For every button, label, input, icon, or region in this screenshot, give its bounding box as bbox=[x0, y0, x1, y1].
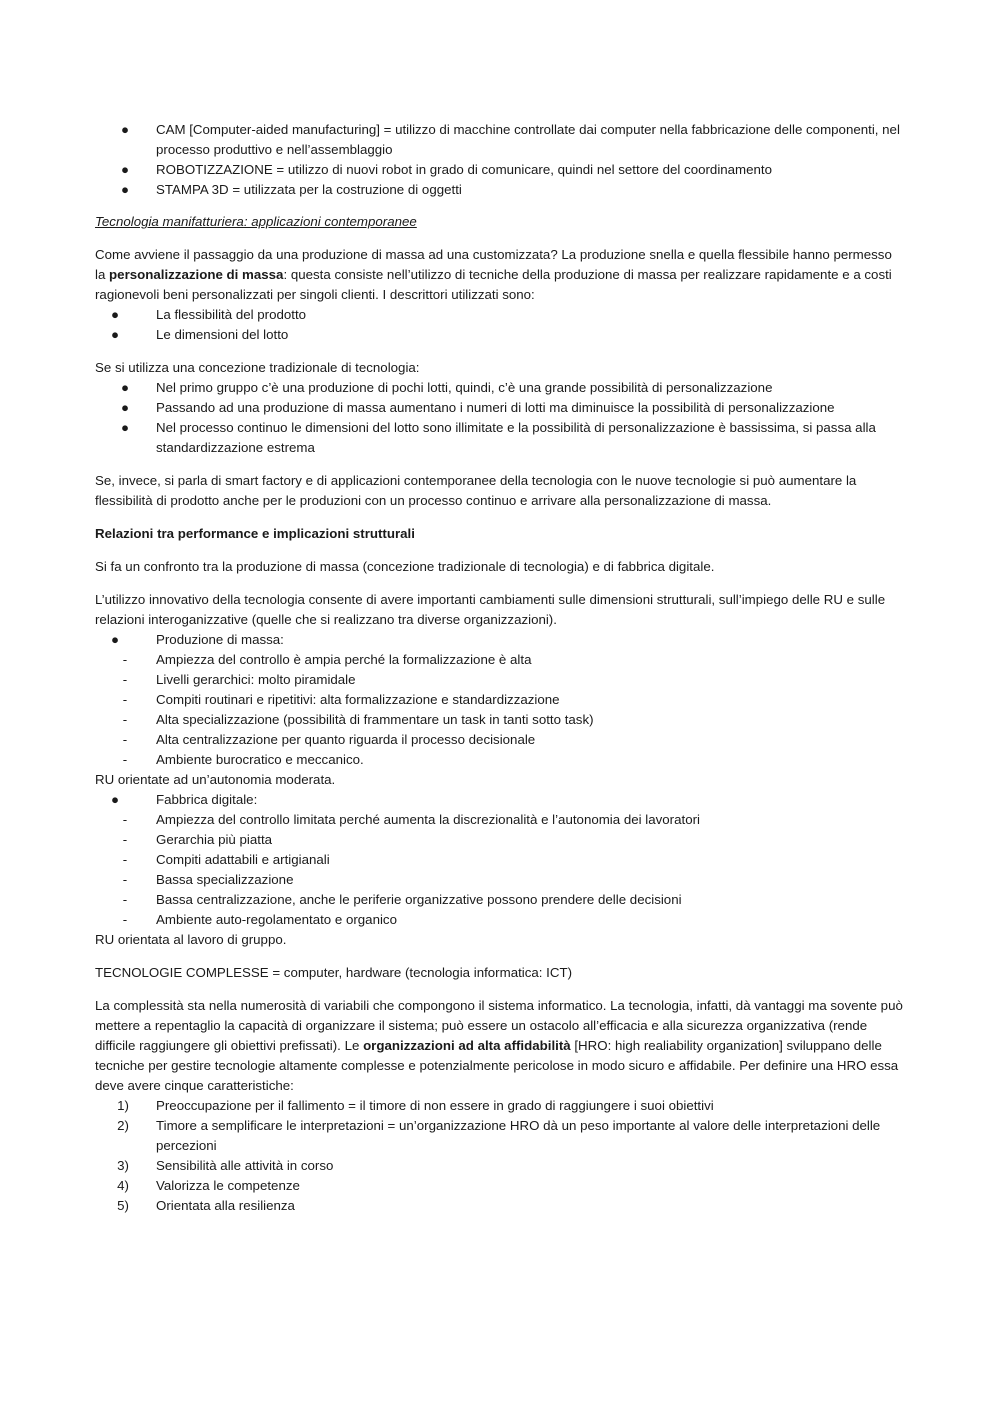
dash-icon: - bbox=[122, 872, 128, 887]
section-heading: Tecnologia manifatturiera: applicazioni contemporanee bbox=[95, 214, 417, 229]
bullet-icon: ● bbox=[110, 327, 120, 342]
list-item: - Bassa centralizzazione, anche le periferie organizzative possono prendere delle decisioni bbox=[95, 890, 905, 910]
list-item: ● Passando ad una produzione di massa aumentano i numeri di lotti ma diminuisce la possibilità di personalizzazione bbox=[95, 398, 905, 418]
list-item: ● CAM [Computer-aided manufacturing] = utilizzo di macchine controllate dai computer nella fabbricazione delle componenti, nel processo produttivo e nell’assemblaggio bbox=[95, 120, 905, 160]
bullet-icon: ● bbox=[120, 400, 130, 415]
list-item: - Ambiente burocratico e meccanico. bbox=[95, 750, 905, 770]
list-item: - Livelli gerarchici: molto piramidale bbox=[95, 670, 905, 690]
list-item: 1) Preoccupazione per il fallimento = il timore di non essere in grado di raggiungere i suoi obiettivi bbox=[95, 1096, 905, 1116]
list-item: ● Nel primo gruppo c’è una produzione di pochi lotti, quindi, c’è una grande possibilità di personalizzazione bbox=[95, 378, 905, 398]
list-item: - Alta centralizzazione per quanto riguarda il processo decisionale bbox=[95, 730, 905, 750]
list-item: - Ambiente auto-regolamentato e organico bbox=[95, 910, 905, 930]
list-item: 3) Sensibilità alle attività in corso bbox=[95, 1156, 905, 1176]
list-item: 5) Orientata alla resilienza bbox=[95, 1196, 905, 1216]
bullet-icon: ● bbox=[110, 307, 120, 322]
paragraph: Se, invece, si parla di smart factory e di applicazioni contemporanee della tecnologia con le nuove tecnologie si può aumentare la flessibilità di prodotto anche per le produzioni con un processo continuo e arrivare alla personalizzazione di massa. bbox=[95, 473, 857, 508]
dash-icon: - bbox=[122, 732, 128, 747]
bullet-icon: ● bbox=[120, 420, 130, 435]
bullet-icon: ● bbox=[110, 792, 120, 807]
dash-icon: - bbox=[122, 652, 128, 667]
dash-icon: - bbox=[122, 692, 128, 707]
list-item: ● Fabbrica digitale: bbox=[95, 790, 905, 810]
dash-icon: - bbox=[122, 672, 128, 687]
list-number: 3) bbox=[117, 1158, 129, 1173]
list-number: 5) bbox=[117, 1198, 129, 1213]
list-item: ● La flessibilità del prodotto bbox=[95, 305, 905, 325]
list-item: - Ampiezza del controllo limitata perché aumenta la discrezionalità e l’autonomia dei lavoratori bbox=[95, 810, 905, 830]
dash-icon: - bbox=[122, 812, 128, 827]
traditional-list bbox=[95, 378, 905, 458]
paragraph: TECNOLOGIE COMPLESSE = computer, hardware (tecnologia informatica: ICT) bbox=[95, 965, 573, 980]
list-number: 2) bbox=[117, 1118, 129, 1133]
digital-factory-list bbox=[95, 790, 905, 930]
bullet-icon: ● bbox=[120, 162, 130, 177]
dash-icon: - bbox=[122, 892, 128, 907]
bullet-icon: ● bbox=[110, 632, 120, 647]
list-item: ● Le dimensioni del lotto bbox=[95, 325, 905, 345]
list-item: 2) Timore a semplificare le interpretazioni = un’organizzazione HRO dà un peso importante al valore delle interpretazioni delle percezioni bbox=[95, 1116, 905, 1156]
bullet-icon: ● bbox=[120, 122, 130, 137]
document-page bbox=[95, 120, 905, 1216]
paragraph: Si fa un confronto tra la produzione di massa (concezione tradizionale di tecnologia) e di fabbrica digitale. bbox=[95, 559, 715, 574]
bullet-icon: ● bbox=[120, 182, 130, 197]
mass-production-list bbox=[95, 630, 905, 770]
list-item: - Compiti routinari e ripetitivi: alta formalizzazione e standardizzazione bbox=[95, 690, 905, 710]
list-item: ● Produzione di massa: bbox=[95, 630, 905, 650]
dash-icon: - bbox=[122, 712, 128, 727]
dash-icon: - bbox=[122, 852, 128, 867]
list-number: 4) bbox=[117, 1178, 129, 1193]
list-item: - Ampiezza del controllo è ampia perché la formalizzazione è alta bbox=[95, 650, 905, 670]
list-item: - Compiti adattabili e artigianali bbox=[95, 850, 905, 870]
list-item: - Bassa specializzazione bbox=[95, 870, 905, 890]
descriptor-list bbox=[95, 305, 905, 345]
bullet-icon: ● bbox=[120, 380, 130, 395]
list-item: ● ROBOTIZZAZIONE = utilizzo di nuovi robot in grado di comunicare, quindi nel settore del coordinamento bbox=[95, 160, 905, 180]
list-item: 4) Valorizza le competenze bbox=[95, 1176, 905, 1196]
list-item: - Gerarchia più piatta bbox=[95, 830, 905, 850]
list-item: ● Nel processo continuo le dimensioni del lotto sono illimitate e la possibilità di personalizzazione è bassissima, si passa alla standardizzazione estrema bbox=[95, 418, 905, 458]
paragraph: Come avviene il passaggio da una produzione di massa ad una customizzata? La produzione snella e quella flessibile hanno permesso la personalizzazione di massa: questa consiste nell’utilizzo di tecniche della produzione di massa per realizzare rapidamente e a costi ragionevoli beni personalizzati per singoli clienti. I descrittori utilizzati sono: bbox=[95, 247, 892, 302]
technology-list bbox=[95, 120, 905, 200]
hro-characteristics-list bbox=[95, 1096, 905, 1216]
list-item: ● STAMPA 3D = utilizzata per la costruzione di oggetti bbox=[95, 180, 905, 200]
list-number: 1) bbox=[117, 1098, 129, 1113]
paragraph: RU orientate ad un’autonomia moderata. bbox=[95, 772, 336, 787]
list-item: - Alta specializzazione (possibilità di frammentare un task in tanti sotto task) bbox=[95, 710, 905, 730]
paragraph: L’utilizzo innovativo della tecnologia consente di avere importanti cambiamenti sulle dimensioni strutturali, sull’impiego delle RU e sulle relazioni interoganizzative (quelle che si realizzano tra diverse organizzazioni). bbox=[95, 592, 886, 627]
section-heading: Relazioni tra performance e implicazioni strutturali bbox=[95, 526, 415, 541]
dash-icon: - bbox=[122, 912, 128, 927]
paragraph: Se si utilizza una concezione tradizionale di tecnologia: bbox=[95, 360, 420, 375]
paragraph: RU orientata al lavoro di gruppo. bbox=[95, 932, 287, 947]
paragraph: La complessità sta nella numerosità di variabili che compongono il sistema informatico. La tecnologia, infatti, dà vantaggi ma sovente può mettere a repentaglio la capacità di organizzare il sistema; può essere un ostacolo all’efficacia e alla sicurezza organizzativa (rende difficile raggiungere gli obiettivi prefissati). Le organizzazioni ad alta affidabilità [HRO: high realiability organization] sviluppano delle tecniche per gestire tecnologie altamente complesse e potenzialmente pericolose in modo sicuro e affidabile. Per definire una HRO essa deve avere cinque caratteristiche: bbox=[95, 998, 903, 1093]
dash-icon: - bbox=[122, 832, 128, 847]
dash-icon: - bbox=[122, 752, 128, 767]
